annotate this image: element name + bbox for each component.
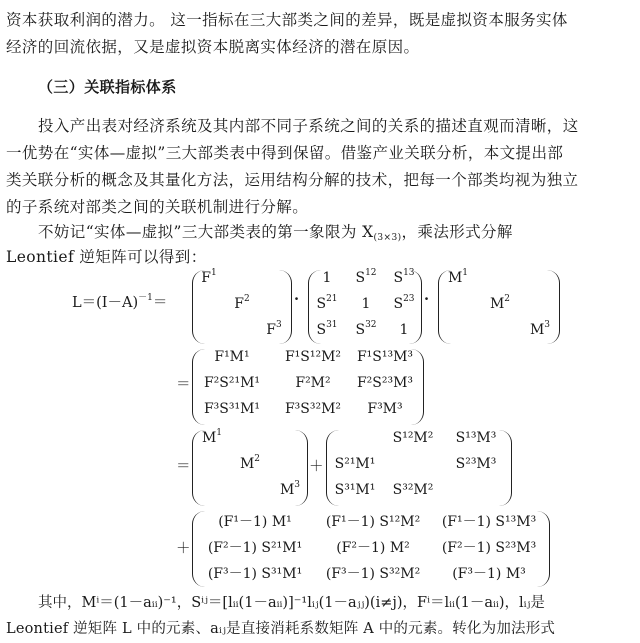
matrix-entry: (F²－1) S²³M³ xyxy=(441,540,537,556)
matrix-entry: S²¹M¹ xyxy=(334,456,376,472)
text-line: Leontief 逆矩阵可以得到： xyxy=(6,248,207,266)
matrix-entry: $F^1$ xyxy=(201,268,217,286)
matrix-entry: $M^3$ xyxy=(529,320,551,338)
section-heading: （三）关联指标体系 xyxy=(38,78,177,96)
matrix-entry: (F³－1) S³²M² xyxy=(325,566,421,582)
matrix-entry: (F³－1) S³¹M¹ xyxy=(207,566,303,582)
text-line xyxy=(38,220,513,242)
matrix-entry: S²³M³ xyxy=(455,456,497,472)
matrix-entry: S¹³M³ xyxy=(455,430,497,446)
matrix-entry: F²S²¹M¹ xyxy=(203,375,261,391)
matrix-entry: 1 xyxy=(361,296,371,312)
matrix-entry: $M^1$ xyxy=(447,268,469,286)
text-line: 经济的回流依据，又是虚拟资本脱离实体经济的潜在原因。 xyxy=(6,38,420,56)
matrix-entry: $S^{23}$ xyxy=(393,294,415,312)
matrix-entry: S³²M² xyxy=(392,482,434,498)
matrix-entry: F¹S¹²M² xyxy=(284,349,342,365)
matrix-entry: $S^{32}$ xyxy=(355,320,377,338)
text-line: 投入产出表对经济系统及其内部不同子系统之间的关系的描述直观而清晰，这 xyxy=(38,117,579,135)
matrix-entry: F¹M¹ xyxy=(214,349,250,365)
matrix-entry: $S^{31}$ xyxy=(316,320,338,338)
matrix-entry: $S^{12}$ xyxy=(355,268,377,286)
matrix-entry: F²S²³M³ xyxy=(356,375,414,391)
equals-sign: ＝ xyxy=(176,459,191,475)
text-line: 类关联分析的概念及其量化方法，运用结构分解的技术，把每一个部类均视为独立 xyxy=(6,171,579,189)
matrix-entry: $M^2$ xyxy=(489,294,511,312)
equals-sign: ＝ xyxy=(176,377,191,393)
matrix-entry: $S^{21}$ xyxy=(316,294,338,312)
matrix-entry: F²M² xyxy=(295,375,331,391)
matrix-entry: S¹²M² xyxy=(392,430,434,446)
matrix-entry: $M^2$ xyxy=(239,454,261,472)
text-line: 一优势在“实体—虚拟”三大部类表中得到保留。借鉴产业关联分析，本文提出部 xyxy=(6,144,564,162)
matrix-entry: F¹S¹³M³ xyxy=(356,349,414,365)
text-line: 的子系统对部类之间的关联机制进行分解。 xyxy=(6,198,309,216)
matrix-entry: (F¹－1) M¹ xyxy=(218,514,292,530)
equation-lhs: $L=(I-A)^{-1}=$ xyxy=(72,293,168,311)
text-segment: 不妨记“实体—虚拟”三大部类表的第一象限为 X xyxy=(38,223,374,241)
text-line: 其中，Mⁱ＝(1－aᵢᵢ)⁻¹，Sⁱʲ＝[lᵢᵢ(1－aᵢᵢ)]⁻¹lᵢⱼ(1－aⱼⱼ)(i≠j)，Fⁱ＝lᵢᵢ(1－aᵢᵢ)，lᵢⱼ是 xyxy=(38,595,545,611)
matrix-entry: (F¹－1) S¹²M² xyxy=(325,514,421,530)
matrix-entry: $F^2$ xyxy=(234,294,250,312)
matrix-entry: (F¹－1) S¹³M³ xyxy=(441,514,537,530)
matrix-entry: (F³－1) M³ xyxy=(452,566,526,582)
dot-operator: · xyxy=(294,291,300,308)
text-line: 资本获取利润的潜力。 这一指标在三大部类之间的差异，既是虚拟资本服务实体 xyxy=(6,11,568,29)
plus-sign: ＋ xyxy=(309,459,324,475)
matrix-entry: F³S³²M² xyxy=(284,401,342,417)
matrix-entry: F³S³¹M¹ xyxy=(203,401,261,417)
plus-sign: ＋ xyxy=(176,541,191,557)
dot-operator: · xyxy=(424,291,430,308)
subscript: (3×3) xyxy=(373,233,402,243)
matrix-entry: $M^1$ xyxy=(201,428,223,446)
matrix-entry: (F²－1) M² xyxy=(336,540,410,556)
matrix-entry: 1 xyxy=(322,270,332,286)
matrix-entry: $M^3$ xyxy=(279,480,301,498)
text-line: Leontief 逆矩阵 L 中的元素、aᵢⱼ是直接消耗系数矩阵 A 中的元素。转化为加法形式 xyxy=(6,621,556,637)
matrix-entry: $F^3$ xyxy=(266,320,282,338)
matrix-entry: 1 xyxy=(399,322,409,338)
matrix-entry: $S^{13}$ xyxy=(393,268,415,286)
matrix-entry: (F²－1) S²¹M¹ xyxy=(207,540,303,556)
matrix-entry: F³M³ xyxy=(367,401,403,417)
matrix-entry: S³¹M¹ xyxy=(334,482,376,498)
text-segment: ，乘法形式分解 xyxy=(401,223,513,241)
